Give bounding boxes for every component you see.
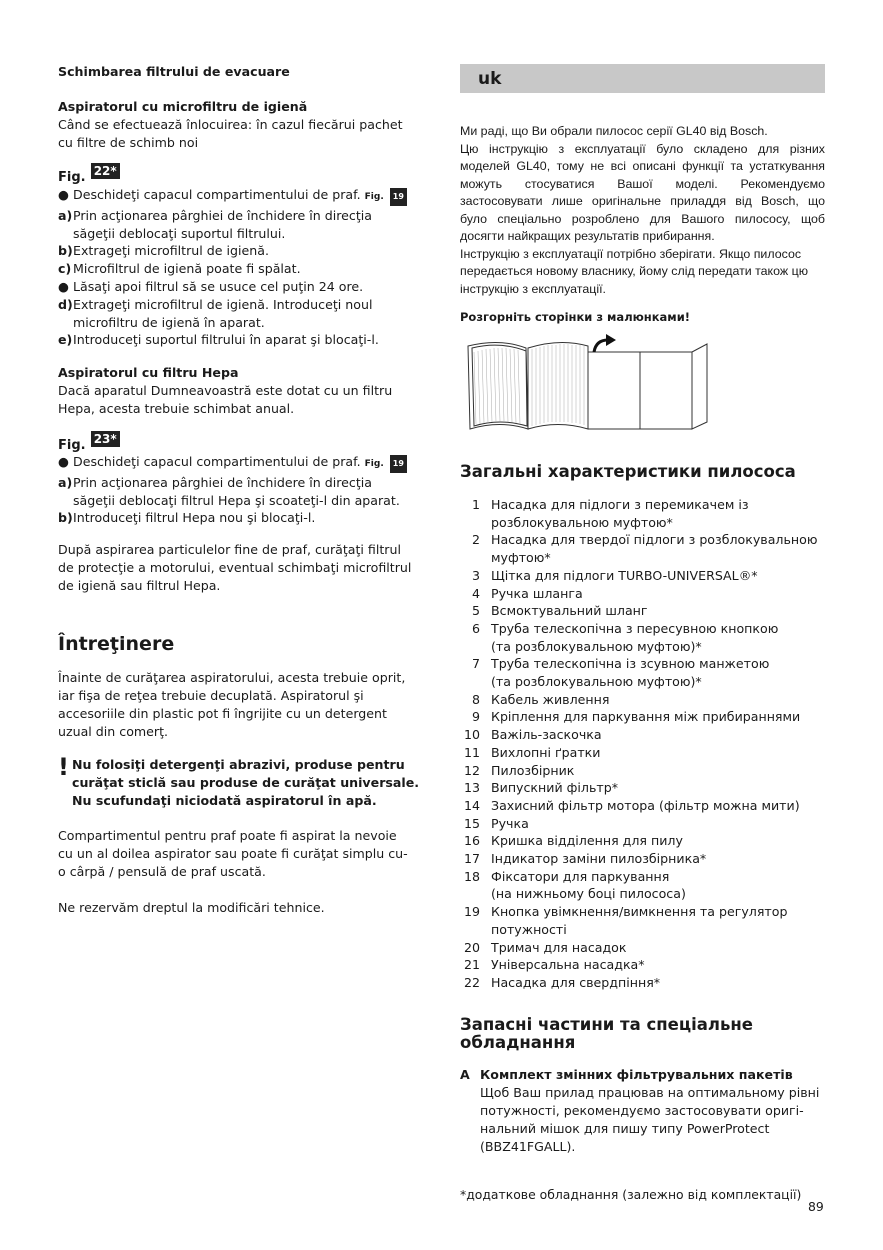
item-text: Важіль-заскочка	[491, 727, 602, 743]
item-number: 14	[463, 797, 480, 813]
micro-filter-title: Aspiratorul cu microfiltru de igienă	[58, 99, 308, 114]
item-text: Вихлопні ґратки	[491, 744, 601, 760]
item-text: (та розблокувальною муфтою)*	[491, 674, 702, 690]
text-line: iar fişa de reţea trebuie decuplată. Aspiratorul şi	[58, 688, 364, 703]
curved-arrow-icon	[594, 340, 608, 352]
hepa-title: Aspiratorul cu filtru Hepa	[58, 365, 239, 380]
item-text: муфтою*	[491, 550, 551, 566]
step-text: Lăsaţi apoi filtrul să se usuce cel puţin 24 ore.	[73, 278, 364, 294]
list-item	[460, 797, 828, 815]
step-item	[58, 207, 428, 243]
bullet-icon: ●	[58, 454, 69, 469]
list-item	[460, 585, 828, 603]
text-line: Compartimentul pentru praf poate fi aspirat la nevoie	[58, 828, 397, 843]
step-text: Introduceţi filtrul Hepa nou şi blocaţi-l.	[73, 510, 316, 526]
item-text: (та розблокувальною муфтою)*	[491, 638, 702, 654]
intro-text	[460, 123, 825, 298]
footnote: *додаткове обладнання (залежно від комплектації)	[460, 1187, 802, 1202]
spare-item-a-text	[460, 1084, 828, 1156]
item-number: 5	[471, 603, 480, 619]
list-item	[460, 655, 828, 690]
step-marker: a)	[58, 207, 73, 223]
item-text: Ручка шланга	[491, 585, 583, 601]
fig-ref-label: Fig.	[364, 192, 384, 202]
item-text: розблокувальною муфтою*	[491, 514, 673, 530]
step-item	[58, 453, 428, 474]
item-number: 3	[471, 567, 480, 583]
item-title: Комплект змінних фільтрувальних пакетів	[480, 1067, 793, 1082]
text-line: Цю інструкцію з експлуатації було складено для різних	[460, 141, 825, 156]
item-number: 11	[463, 744, 480, 760]
item-number: 19	[463, 904, 480, 920]
item-letter: A	[460, 1067, 470, 1082]
parts-list	[460, 496, 828, 992]
item-number: 7	[471, 656, 480, 672]
item-number: 20	[463, 939, 480, 955]
list-item	[460, 744, 828, 762]
spares-title	[460, 1016, 753, 1052]
fig-number-badge: 23*	[91, 431, 120, 447]
title-line: Запасні частини та спеціальне	[460, 1015, 753, 1034]
rights-text: Ne rezervăm dreptul la modificări tehnice.	[58, 900, 325, 915]
page-panel-3	[692, 344, 707, 429]
step-text: Deschideţi capacul compartimentului de praf.	[73, 454, 361, 469]
fig-label: Fig.	[58, 438, 86, 453]
list-item	[460, 939, 828, 957]
item-number: 12	[463, 762, 480, 778]
text-line: După aspirarea particulelor fine de praf, curăţaţi filtrul	[58, 542, 401, 557]
step-item	[58, 331, 428, 349]
fig-ref-badge: 19	[390, 188, 407, 206]
step-text: Introduceţi suportul filtrului în aparat şi blocaţi-l.	[73, 332, 379, 348]
text-line: Dacă aparatul Dumneavoastră este dotat cu un filtru	[58, 383, 393, 398]
fig-ref-label: Fig.	[364, 459, 384, 469]
item-text: Труба телескопічна з пересувною кнопкою	[491, 620, 779, 636]
list-item	[460, 620, 828, 655]
item-text: Насадка для твердої підлоги з розблокувальною	[491, 532, 818, 548]
item-number: 16	[463, 833, 480, 849]
item-number: 18	[463, 868, 480, 884]
features-title: Загальні характеристики пилососа	[460, 462, 796, 481]
micro-filter-text	[58, 116, 403, 152]
item-number: 17	[463, 851, 480, 867]
bullet-icon: ●	[58, 187, 69, 202]
text-line: Nu folosiţi detergenţi abrazivi, produse pentru	[72, 757, 405, 772]
step-item	[58, 509, 428, 527]
page-panel-1	[588, 352, 640, 429]
item-text: Кабель живлення	[491, 691, 610, 707]
item-text: Випускний фільтр*	[491, 780, 619, 796]
step-item	[58, 242, 428, 260]
item-text: (на нижньому боці пилососа)	[491, 886, 686, 902]
item-number: 10	[463, 727, 480, 743]
list-item	[460, 762, 828, 780]
step-text: Microfiltrul de igienă poate fi spălat.	[73, 261, 301, 277]
step-item	[58, 278, 428, 296]
step-marker: c)	[58, 261, 72, 277]
page-panel-2	[640, 352, 692, 429]
item-text: Щітка для підлоги TURBO-UNIVERSAL®*	[491, 567, 758, 583]
list-item	[460, 531, 828, 566]
text-line: Hepa, acesta trebuie schimbat anual.	[58, 401, 295, 416]
list-item	[460, 850, 828, 868]
warning-icon: !	[58, 753, 69, 781]
list-item	[460, 726, 828, 744]
item-number: 6	[471, 620, 480, 636]
bullet-icon: ●	[58, 278, 69, 294]
step-text: săgeţii deblocaţi filtrul Hepa şi scoateţi-l din aparat.	[73, 492, 400, 508]
step-marker: d)	[58, 296, 73, 312]
item-number: 4	[471, 585, 480, 601]
text-line: Інструкцію з експлуатації потрібно зберігати. Якщо пилосос	[460, 246, 802, 261]
step-text: Prin acţionarea pârghiei de închidere în direcţia	[73, 207, 373, 223]
text-line: досягти найкращих результатів прибирання.	[460, 229, 715, 243]
step-item	[58, 260, 428, 278]
text-line: було спеціально розроблено для Вашого пилососу, щоб	[460, 211, 825, 226]
unfold-pages-note: Розгорніть сторінки з малюнками!	[460, 310, 691, 324]
item-text: Тримач для насадок	[491, 939, 627, 955]
language-header	[460, 64, 825, 93]
hepa-text	[58, 382, 392, 418]
list-item	[460, 602, 828, 620]
text-line: передається новому власнику, йому слід передати також цю	[460, 264, 808, 278]
item-text: Пилозбірник	[491, 762, 575, 778]
text-line: Щоб Ваш прилад працював на оптимальному рівні	[480, 1085, 820, 1100]
step-item	[58, 296, 428, 332]
text-line: curăţat sticlă sau produse de curăţat universale.	[72, 775, 420, 790]
item-number: 2	[471, 532, 480, 548]
text-line: нальний мішок для пишу типу PowerProtect	[480, 1121, 770, 1136]
text-line: o cârpă / pensulă de praf uscată.	[58, 864, 266, 879]
item-text: Кришка відділення для пилу	[491, 833, 683, 849]
item-text: Насадка для підлоги з перемикачем із	[491, 497, 749, 512]
text-line: (BBZ41FGALL).	[480, 1139, 576, 1154]
page-left-front	[528, 342, 588, 429]
step-item	[58, 186, 428, 207]
fig-23-label	[58, 434, 120, 453]
text-line: uzual din comerţ.	[58, 724, 169, 739]
item-number: 13	[463, 780, 480, 796]
item-text: Фіксатори для паркування	[491, 868, 670, 884]
list-item	[460, 832, 828, 850]
item-text: потужності	[491, 921, 567, 937]
text-line: de igienă sau filtrul Hepa.	[58, 578, 221, 593]
text-line: cu filtre de schimb noi	[58, 135, 199, 150]
text-line: de protecţie a motorului, eventual schimbaţi microfiltrul	[58, 560, 412, 575]
item-number: 22	[463, 974, 480, 990]
step-text: Extrageţi microfiltrul de igienă. Introduceţi noul	[73, 296, 373, 312]
text-line: інструкцію з експлуатації.	[460, 281, 606, 296]
language-code: uk	[478, 69, 502, 89]
text-line: Când se efectuează înlocuirea: în cazul fiecărui pachet	[58, 117, 403, 132]
step-item	[58, 474, 428, 510]
fig-22-label	[58, 166, 120, 185]
list-item	[460, 974, 828, 992]
step-marker: b)	[58, 510, 73, 526]
text-line: застосовувати лише оригінальне приладдя від Bosch, що	[460, 194, 825, 208]
item-text: Всмоктувальний шланг	[491, 603, 648, 619]
unfold-pages-illustration	[462, 334, 712, 434]
step-marker: a)	[58, 474, 73, 490]
step-text: săgeţii deblocaţi suportul filtrului.	[73, 225, 286, 241]
list-item	[460, 903, 828, 938]
item-number: 9	[471, 709, 480, 725]
text-line: Înainte de curăţarea aspiratorului, acesta trebuie oprit,	[58, 670, 406, 685]
item-text: Універсальна насадка*	[491, 957, 645, 973]
title-line: обладнання	[460, 1033, 576, 1052]
spare-item-a-header	[460, 1066, 828, 1084]
text-line: cu un al doilea aspirator sau poate fi curăţat simplu cu-	[58, 846, 408, 861]
list-item	[460, 691, 828, 709]
item-text: Ручка	[491, 815, 529, 831]
step-text: microfiltru de igienă în aparat.	[73, 314, 265, 330]
step-text: Deschideţi capacul compartimentului de praf.	[73, 187, 361, 202]
fig-23-steps	[58, 453, 428, 527]
item-number: 15	[463, 815, 480, 831]
item-number: 1	[471, 497, 480, 512]
arrow-head-icon	[606, 334, 616, 346]
care-title: Întreţinere	[58, 633, 175, 655]
list-item	[460, 815, 828, 833]
list-item	[460, 496, 828, 531]
page-number: 89	[808, 1199, 824, 1214]
text-line: потужності, рекомендуємо застосовувати оригі-	[480, 1103, 804, 1118]
item-text: Захисний фільтр мотора (фільтр можна мити)	[491, 797, 800, 813]
care-text	[58, 669, 405, 741]
warning-text	[72, 756, 432, 810]
section-title-exhaust-filter: Schimbarea filtrului de evacuare	[58, 64, 290, 79]
list-item	[460, 779, 828, 797]
item-number: 8	[471, 691, 480, 707]
text-line: Ми раді, що Ви обрали пилосос серії GL40 від Bosch.	[460, 124, 768, 138]
item-text: Насадка для свердпіння*	[491, 974, 661, 990]
list-item	[460, 956, 828, 974]
list-item	[460, 868, 828, 903]
item-text: Індикатор заміни пилозбірника*	[491, 851, 707, 867]
fig-label: Fig.	[58, 170, 86, 185]
item-number: 21	[463, 957, 480, 973]
item-text: Кнопка увімкнення/вимкнення та регулятор	[491, 904, 788, 920]
fig-22-steps	[58, 186, 428, 349]
step-marker: e)	[58, 332, 73, 348]
after-text	[58, 541, 411, 595]
step-text: Extrageţi microfiltrul de igienă.	[73, 243, 269, 259]
dust-text	[58, 827, 408, 881]
spare-item-a	[460, 1066, 828, 1156]
text-line: Nu scufundaţi niciodată aspiratorul în apă.	[72, 793, 377, 808]
step-text: Prin acţionarea pârghiei de închidere în direcţia	[73, 474, 373, 490]
step-marker: b)	[58, 243, 73, 259]
item-text: Труба телескопічна із зсувною манжетою	[491, 656, 770, 672]
item-text: Кріплення для паркування між прибираннями	[491, 709, 801, 725]
text-line: можуть стосуватися Вашої моделі. Рекомендуємо	[460, 176, 825, 191]
fig-number-badge: 22*	[91, 163, 120, 179]
fig-ref-badge: 19	[390, 455, 407, 473]
list-item	[460, 708, 828, 726]
list-item	[460, 567, 828, 585]
text-line: accesoriile din plastic pot fi îngrijite cu un detergent	[58, 706, 387, 721]
text-line: моделей GL40, тому не всі описані функції та устаткування	[460, 159, 825, 173]
